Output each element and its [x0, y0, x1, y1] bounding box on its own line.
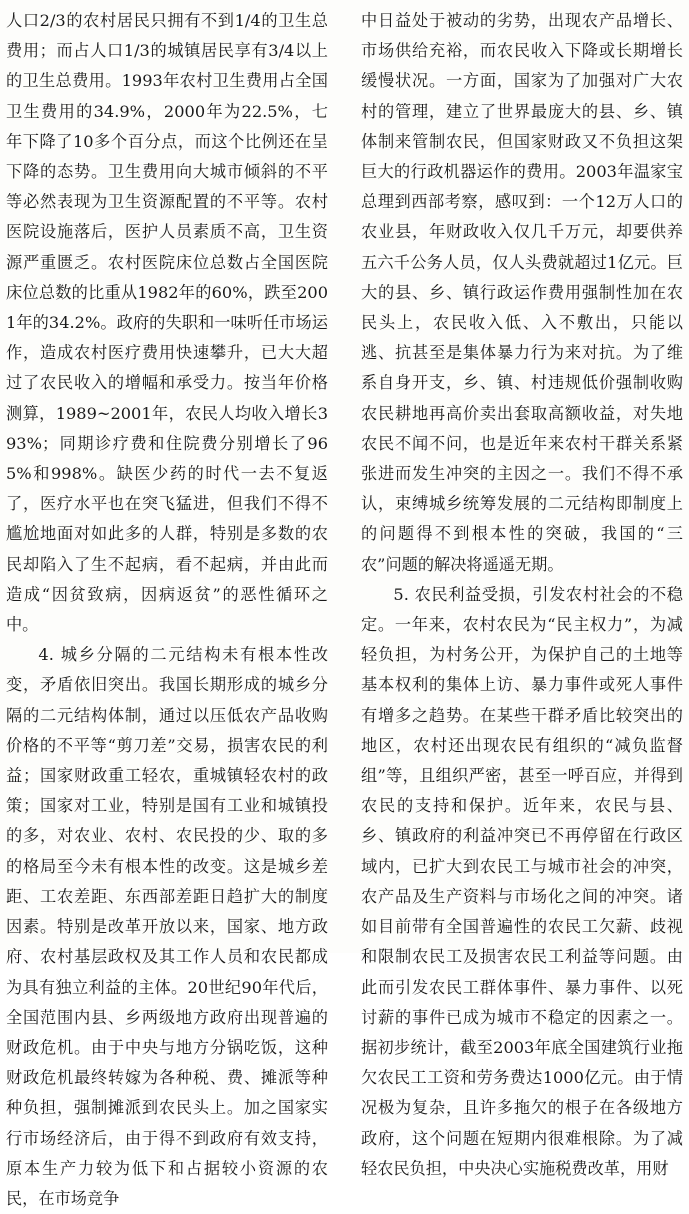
left-paragraph-1: 人口2/3的农村居民只拥有不到1/4的卫生总费用；而占人口1/3的城镇居民享有3/4以上的卫生总费用。1993年农村卫生费用占全国卫生费用的34.9%，2000年为22.5%，七年下降了10多个百分点，而这个比例还在呈下降的态势。卫生费用向大城市倾斜的不平等必然表现为卫生资源配置的不平等。农村医院设施落后，医护人员素质不高，卫生资源严重匮乏。农村医院床位总数占全国医院床位总数的比重从1982年的60%，跌至2001年的34.2%。政府的失职和一味听任市场运作，造成农村医疗费用快速攀升，已大大超过了农民收入的增幅和承受力。按当年价格测算，1989~2001年，农民人均收入增长393%；同期诊疗费和住院费分别增长了965%和998%。缺医少药的时代一去不复返了，医疗水平也在突飞猛进，但我们不得不尴尬地面对如此多的人群，特别是多数的农民却陷入了生不起病，看不起病，并由此而造成“因贫致病，因病返贫”的恶性循环之中。: [6, 11, 328, 635]
left-column: [6, 6, 328, 1214]
right-paragraph-1: 中日益处于被动的劣势，出现农产品增长、市场供给充裕，而农民收入下降或长期增长缓慢状况。一方面，国家为了加强对广大农村的管理，建立了世界最庞大的县、乡、镇体制来管制农民，但国家财政又不负担这架巨大的行政机器运作的费用。2003年温家宝总理到西部考察，感叹到：一个12万人口的农业县，年财政收入仅几千万元，却要供养五六千公务人员，仅人头费就超过1亿元。巨大的县、乡、镇行政运作费用强制性加在农民头上，农民收入低、入不敷出，只能以逃、抗甚至是集体暴力行为来对抗。为了维系自身开支，乡、镇、村违规低价强制收购农民耕地再高价卖出套取高额收益，对失地农民不闻不问，也是近年来农村干群关系紧张进而发生冲突的主因之一。我们不得不承认，束缚城乡统筹发展的二元结构即制度上的问题得不到根本性的突破，我国的“三农”问题的解决将遥遥无期。: [361, 11, 683, 574]
left-paragraph-2: 4. 城乡分隔的二元结构未有根本性改变，矛盾依旧突出。我国长期形成的城乡分隔的二元结构体制，通过以压低农产品收购价格的不平等“剪刀差”交易，损害农民的利益；国家财政重工轻农，重城镇轻农村的政策；国家对工业，特别是国有工业和城镇投的多，对农业、农村、农民投的少、取的多的格局至今未有根本性的改变。这是城乡差距、工农差距、东西部差距日趋扩大的制度因素。特别是改革开放以来，国家、地方政府、农村基层政权及其工作人员和农民都成为具有独立利益的主体。20世纪90年代后，全国范围内县、乡两级地方政府出现普遍的财政危机。由于中央与地方分锅吃饭，这种财政危机最终转嫁为各种税、费、摊派等种种负担，强制摊派到农民头上。加之国家实行市场经济后，由于得不到政府有效支持，原本生产力较为低下和占据较小资源的农民，在市场竞争: [6, 645, 328, 1208]
right-paragraph-2: 5. 农民利益受损，引发农村社会的不稳定。一年来，农村农民为“民主权力”，为减轻负担，为村务公开，为保护自己的土地等基本权利的集体上访、暴力事件或死人事件有增多之趋势。在某些干群矛盾比较突出的地区，农村还出现农民有组织的“减负监督组”等，且组织严密，甚至一呼百应，并得到农民的支持和保护。近年来，农民与县、乡、镇政府的利益冲突已不再停留在行政区域内，已扩大到农民工与城市社会的冲突，农产品及生产资料与市场化之间的冲突。诸如目前带有全国普遍性的农民工欠薪、歧视和限制农民工及损害农民工利益等问题。由此而引发农民工群体事件、暴力事件、以死讨薪的事件已成为城市不稳定的因素之一。据初步统计，截至2003年底全国建筑行业拖欠农民工工资和劳务费达1000亿元。由于情况极为复杂，且许多拖欠的根子在各级地方政府，这个问题在短期内很难根除。为了减轻农民负担，中央决心实施税费改革，用财: [361, 584, 683, 1178]
right-column: [361, 6, 683, 1184]
